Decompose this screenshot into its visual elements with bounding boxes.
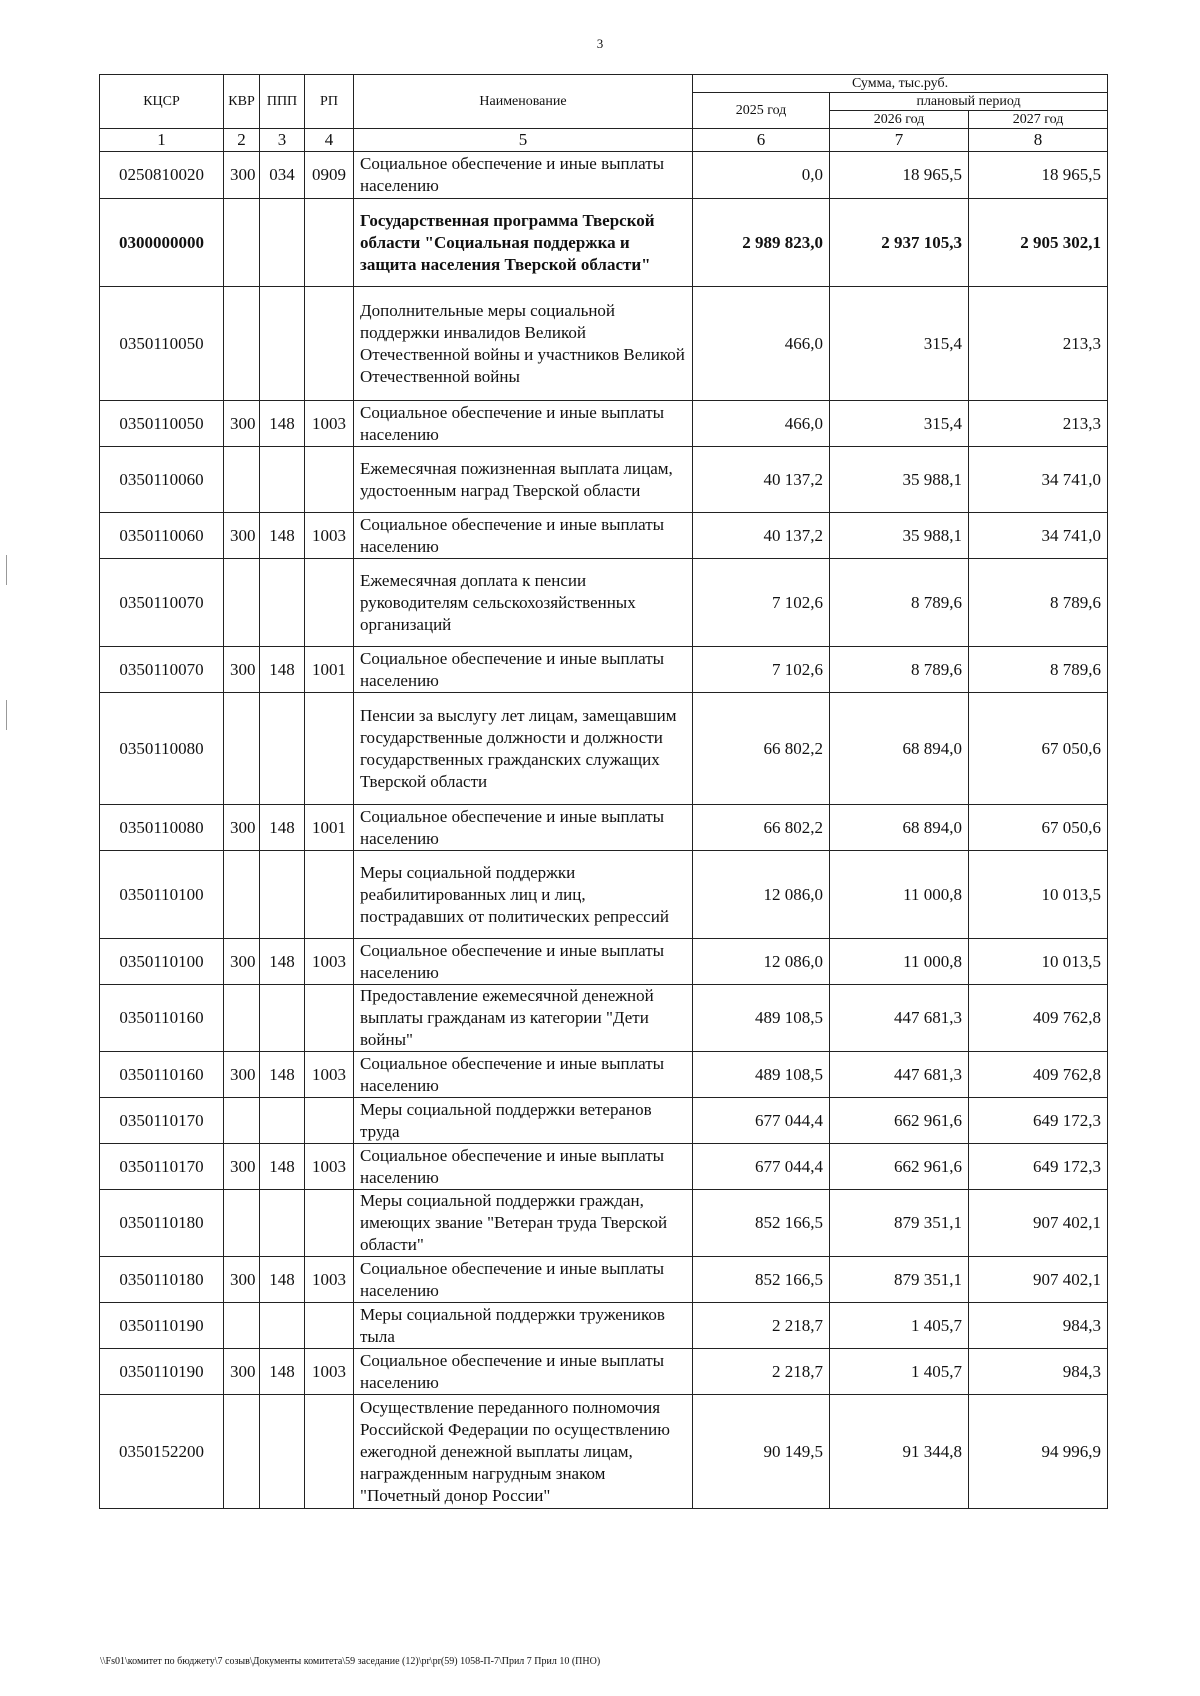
budget-table (99, 74, 1108, 1509)
kcsr-cell: 0350110050 (100, 287, 224, 401)
kvr-cell (224, 693, 260, 805)
column-index: 1 (100, 129, 224, 152)
ppp-cell (260, 693, 305, 805)
column-index: 3 (260, 129, 305, 152)
amount-2025-cell: 489 108,5 (693, 1052, 830, 1098)
kcsr-cell: 0350110080 (100, 693, 224, 805)
amount-2027-cell: 409 762,8 (969, 1052, 1108, 1098)
amount-2025-cell: 7 102,6 (693, 559, 830, 647)
amount-2025-cell: 66 802,2 (693, 693, 830, 805)
kvr-cell (224, 985, 260, 1052)
kvr-cell: 300 (224, 647, 260, 693)
ppp-cell (260, 199, 305, 287)
amount-2025-cell: 7 102,6 (693, 647, 830, 693)
kvr-cell: 300 (224, 1257, 260, 1303)
amount-2025-cell: 677 044,4 (693, 1098, 830, 1144)
amount-2026-cell: 91 344,8 (830, 1395, 969, 1509)
name-cell: Государственная программа Тверской области "Социальная поддержка и защита населения Тверской области" (354, 199, 693, 287)
amount-2025-cell: 466,0 (693, 287, 830, 401)
page-number: 3 (596, 36, 604, 51)
amount-2027-cell: 213,3 (969, 287, 1108, 401)
amount-2026-cell: 35 988,1 (830, 447, 969, 513)
kcsr-cell: 0300000000 (100, 199, 224, 287)
name-cell: Предоставление ежемесячной денежной выплаты гражданам из категории "Дети войны" (354, 985, 693, 1052)
amount-2026-cell: 879 351,1 (830, 1190, 969, 1257)
ppp-cell: 148 (260, 1349, 305, 1395)
rp-cell: 1003 (305, 1349, 354, 1395)
table-row (100, 1257, 1108, 1303)
amount-2027-cell: 907 402,1 (969, 1257, 1108, 1303)
name-cell: Дополнительные меры социальной поддержки инвалидов Великой Отечественной войны и участников Великой Отечественной войны (354, 287, 693, 401)
amount-2025-cell: 90 149,5 (693, 1395, 830, 1509)
amount-2026-cell: 315,4 (830, 287, 969, 401)
kcsr-cell: 0250810020 (100, 152, 224, 199)
rp-cell (305, 199, 354, 287)
rp-cell: 1003 (305, 401, 354, 447)
table-row (100, 401, 1108, 447)
kvr-cell: 300 (224, 152, 260, 199)
column-index: 6 (693, 129, 830, 152)
kvr-cell (224, 559, 260, 647)
name-cell: Меры социальной поддержки ветеранов труда (354, 1098, 693, 1144)
amount-2027-cell: 67 050,6 (969, 805, 1108, 851)
name-cell: Социальное обеспечение и иные выплаты населению (354, 939, 693, 985)
column-index: 4 (305, 129, 354, 152)
amount-2027-cell: 8 789,6 (969, 647, 1108, 693)
amount-2027-cell: 984,3 (969, 1349, 1108, 1395)
scan-margin-mark (6, 555, 7, 585)
name-cell: Ежемесячная пожизненная выплата лицам, удостоенным наград Тверской области (354, 447, 693, 513)
table-row (100, 1144, 1108, 1190)
rp-cell (305, 1303, 354, 1349)
kcsr-cell: 0350110050 (100, 401, 224, 447)
kvr-cell: 300 (224, 1052, 260, 1098)
kvr-cell (224, 287, 260, 401)
kcsr-cell: 0350110100 (100, 851, 224, 939)
rp-cell: 1001 (305, 805, 354, 851)
amount-2026-cell: 1 405,7 (830, 1349, 969, 1395)
ppp-cell (260, 1303, 305, 1349)
header-year-2025: 2025 год (693, 93, 830, 129)
ppp-cell: 148 (260, 1257, 305, 1303)
kcsr-cell: 0350110190 (100, 1303, 224, 1349)
amount-2027-cell: 213,3 (969, 401, 1108, 447)
table-row (100, 851, 1108, 939)
rp-cell: 1003 (305, 1257, 354, 1303)
amount-2025-cell: 12 086,0 (693, 939, 830, 985)
kvr-cell (224, 1098, 260, 1144)
kcsr-cell: 0350110160 (100, 985, 224, 1052)
name-cell: Пенсии за выслугу лет лицам, замещавшим государственные должности и должности государственных гражданских служащих Тверской области (354, 693, 693, 805)
name-cell: Меры социальной поддержки реабилитированных лиц и лиц, пострадавших от политических репрессий (354, 851, 693, 939)
kvr-cell: 300 (224, 513, 260, 559)
table-row (100, 1098, 1108, 1144)
table-row (100, 939, 1108, 985)
header-name: Наименование (354, 75, 693, 129)
rp-cell (305, 1395, 354, 1509)
amount-2027-cell: 649 172,3 (969, 1144, 1108, 1190)
ppp-cell: 148 (260, 1144, 305, 1190)
name-cell: Социальное обеспечение и иные выплаты населению (354, 647, 693, 693)
rp-cell (305, 851, 354, 939)
amount-2025-cell: 40 137,2 (693, 513, 830, 559)
amount-2025-cell: 0,0 (693, 152, 830, 199)
amount-2027-cell: 8 789,6 (969, 559, 1108, 647)
name-cell: Социальное обеспечение и иные выплаты населению (354, 805, 693, 851)
header-year-2026: 2026 год (830, 111, 969, 129)
kcsr-cell: 0350110070 (100, 647, 224, 693)
amount-2026-cell: 35 988,1 (830, 513, 969, 559)
amount-2027-cell: 10 013,5 (969, 851, 1108, 939)
ppp-cell: 148 (260, 647, 305, 693)
name-cell: Социальное обеспечение и иные выплаты населению (354, 1257, 693, 1303)
table-row (100, 693, 1108, 805)
kcsr-cell: 0350110170 (100, 1098, 224, 1144)
amount-2026-cell: 8 789,6 (830, 559, 969, 647)
footer-file-path: \\Fs01\комитет по бюджету\7 созыв\Документы комитета\59 заседание (12)\pr\pr(59) 1058-П-7\Прил 7 Прил 10 (ПНО) (100, 1656, 601, 1667)
ppp-cell (260, 1190, 305, 1257)
amount-2026-cell: 315,4 (830, 401, 969, 447)
kvr-cell (224, 1303, 260, 1349)
kvr-cell (224, 447, 260, 513)
kcsr-cell: 0350110160 (100, 1052, 224, 1098)
kcsr-cell: 0350110100 (100, 939, 224, 985)
kvr-cell: 300 (224, 1349, 260, 1395)
rp-cell (305, 1098, 354, 1144)
header-rp: РП (305, 75, 354, 129)
rp-cell: 1003 (305, 1144, 354, 1190)
amount-2026-cell: 447 681,3 (830, 1052, 969, 1098)
amount-2026-cell: 68 894,0 (830, 805, 969, 851)
kvr-cell: 300 (224, 401, 260, 447)
rp-cell (305, 1190, 354, 1257)
rp-cell: 1001 (305, 647, 354, 693)
ppp-cell: 148 (260, 1052, 305, 1098)
kcsr-cell: 0350110060 (100, 447, 224, 513)
amount-2025-cell: 2 218,7 (693, 1303, 830, 1349)
column-index: 5 (354, 129, 693, 152)
rp-cell (305, 985, 354, 1052)
name-cell: Социальное обеспечение и иные выплаты населению (354, 1052, 693, 1098)
table-row (100, 287, 1108, 401)
header-kvr: КВР (224, 75, 260, 129)
rp-cell: 1003 (305, 939, 354, 985)
header-ppp: ППП (260, 75, 305, 129)
rp-cell (305, 693, 354, 805)
name-cell: Осуществление переданного полномочия Российской Федерации по осуществлению ежегодной денежной выплаты лицам, награжденным нагрудным знаком "Почетный донор России" (354, 1395, 693, 1509)
name-cell: Социальное обеспечение и иные выплаты населению (354, 1349, 693, 1395)
table-row (100, 152, 1108, 199)
amount-2026-cell: 11 000,8 (830, 939, 969, 985)
column-index: 2 (224, 129, 260, 152)
table-row (100, 513, 1108, 559)
kcsr-cell: 0350110080 (100, 805, 224, 851)
name-cell: Меры социальной поддержки граждан, имеющих звание "Ветеран труда Тверской области" (354, 1190, 693, 1257)
column-index: 8 (969, 129, 1108, 152)
table-row (100, 199, 1108, 287)
name-cell: Социальное обеспечение и иные выплаты населению (354, 152, 693, 199)
name-cell: Социальное обеспечение и иные выплаты населению (354, 513, 693, 559)
amount-2025-cell: 852 166,5 (693, 1190, 830, 1257)
table-row (100, 1190, 1108, 1257)
table-row (100, 1395, 1108, 1509)
kcsr-cell: 0350110190 (100, 1349, 224, 1395)
table-row (100, 1303, 1108, 1349)
amount-2026-cell: 18 965,5 (830, 152, 969, 199)
amount-2026-cell: 662 961,6 (830, 1144, 969, 1190)
column-index-row (100, 129, 1108, 152)
kcsr-cell: 0350110060 (100, 513, 224, 559)
amount-2025-cell: 677 044,4 (693, 1144, 830, 1190)
kcsr-cell: 0350110070 (100, 559, 224, 647)
kcsr-cell: 0350110180 (100, 1190, 224, 1257)
name-cell: Меры социальной поддержки тружеников тыла (354, 1303, 693, 1349)
amount-2026-cell: 1 405,7 (830, 1303, 969, 1349)
amount-2026-cell: 68 894,0 (830, 693, 969, 805)
kcsr-cell: 0350110180 (100, 1257, 224, 1303)
amount-2025-cell: 66 802,2 (693, 805, 830, 851)
table-row (100, 1349, 1108, 1395)
amount-2027-cell: 34 741,0 (969, 447, 1108, 513)
ppp-cell (260, 851, 305, 939)
ppp-cell (260, 559, 305, 647)
amount-2027-cell: 907 402,1 (969, 1190, 1108, 1257)
rp-cell: 1003 (305, 513, 354, 559)
amount-2025-cell: 2 218,7 (693, 1349, 830, 1395)
ppp-cell (260, 1098, 305, 1144)
rp-cell (305, 287, 354, 401)
scan-margin-mark (6, 700, 7, 730)
kvr-cell (224, 1190, 260, 1257)
amount-2026-cell: 662 961,6 (830, 1098, 969, 1144)
ppp-cell: 148 (260, 939, 305, 985)
amount-2025-cell: 489 108,5 (693, 985, 830, 1052)
amount-2027-cell: 409 762,8 (969, 985, 1108, 1052)
ppp-cell (260, 985, 305, 1052)
name-cell: Социальное обеспечение и иные выплаты населению (354, 401, 693, 447)
amount-2025-cell: 852 166,5 (693, 1257, 830, 1303)
ppp-cell (260, 447, 305, 513)
header-sum: Сумма, тыс.руб. (693, 75, 1108, 93)
amount-2026-cell: 879 351,1 (830, 1257, 969, 1303)
amount-2027-cell: 94 996,9 (969, 1395, 1108, 1509)
ppp-cell: 034 (260, 152, 305, 199)
amount-2027-cell: 649 172,3 (969, 1098, 1108, 1144)
kvr-cell (224, 1395, 260, 1509)
amount-2027-cell: 67 050,6 (969, 693, 1108, 805)
rp-cell (305, 559, 354, 647)
table-row (100, 647, 1108, 693)
name-cell: Ежемесячная доплата к пенсии руководителям сельскохозяйственных организаций (354, 559, 693, 647)
ppp-cell (260, 287, 305, 401)
amount-2027-cell: 984,3 (969, 1303, 1108, 1349)
header-kcsr: КЦСР (100, 75, 224, 129)
table-row (100, 805, 1108, 851)
header-year-2027: 2027 год (969, 111, 1108, 129)
amount-2027-cell: 10 013,5 (969, 939, 1108, 985)
amount-2027-cell: 18 965,5 (969, 152, 1108, 199)
amount-2027-cell: 2 905 302,1 (969, 199, 1108, 287)
amount-2025-cell: 12 086,0 (693, 851, 830, 939)
name-cell: Социальное обеспечение и иные выплаты населению (354, 1144, 693, 1190)
ppp-cell: 148 (260, 513, 305, 559)
table-row (100, 447, 1108, 513)
header-plan-period: плановый период (830, 93, 1108, 111)
kcsr-cell: 0350152200 (100, 1395, 224, 1509)
amount-2025-cell: 2 989 823,0 (693, 199, 830, 287)
kvr-cell (224, 851, 260, 939)
table-row (100, 985, 1108, 1052)
amount-2026-cell: 8 789,6 (830, 647, 969, 693)
ppp-cell: 148 (260, 401, 305, 447)
table-body (100, 152, 1108, 1509)
amount-2026-cell: 2 937 105,3 (830, 199, 969, 287)
rp-cell: 1003 (305, 1052, 354, 1098)
amount-2025-cell: 40 137,2 (693, 447, 830, 513)
kvr-cell (224, 199, 260, 287)
table-row (100, 559, 1108, 647)
amount-2027-cell: 34 741,0 (969, 513, 1108, 559)
table-header (100, 75, 1108, 152)
ppp-cell (260, 1395, 305, 1509)
kvr-cell: 300 (224, 1144, 260, 1190)
amount-2026-cell: 447 681,3 (830, 985, 969, 1052)
rp-cell: 0909 (305, 152, 354, 199)
kvr-cell: 300 (224, 939, 260, 985)
amount-2025-cell: 466,0 (693, 401, 830, 447)
amount-2026-cell: 11 000,8 (830, 851, 969, 939)
kcsr-cell: 0350110170 (100, 1144, 224, 1190)
column-index: 7 (830, 129, 969, 152)
table-row (100, 1052, 1108, 1098)
kvr-cell: 300 (224, 805, 260, 851)
ppp-cell: 148 (260, 805, 305, 851)
rp-cell (305, 447, 354, 513)
